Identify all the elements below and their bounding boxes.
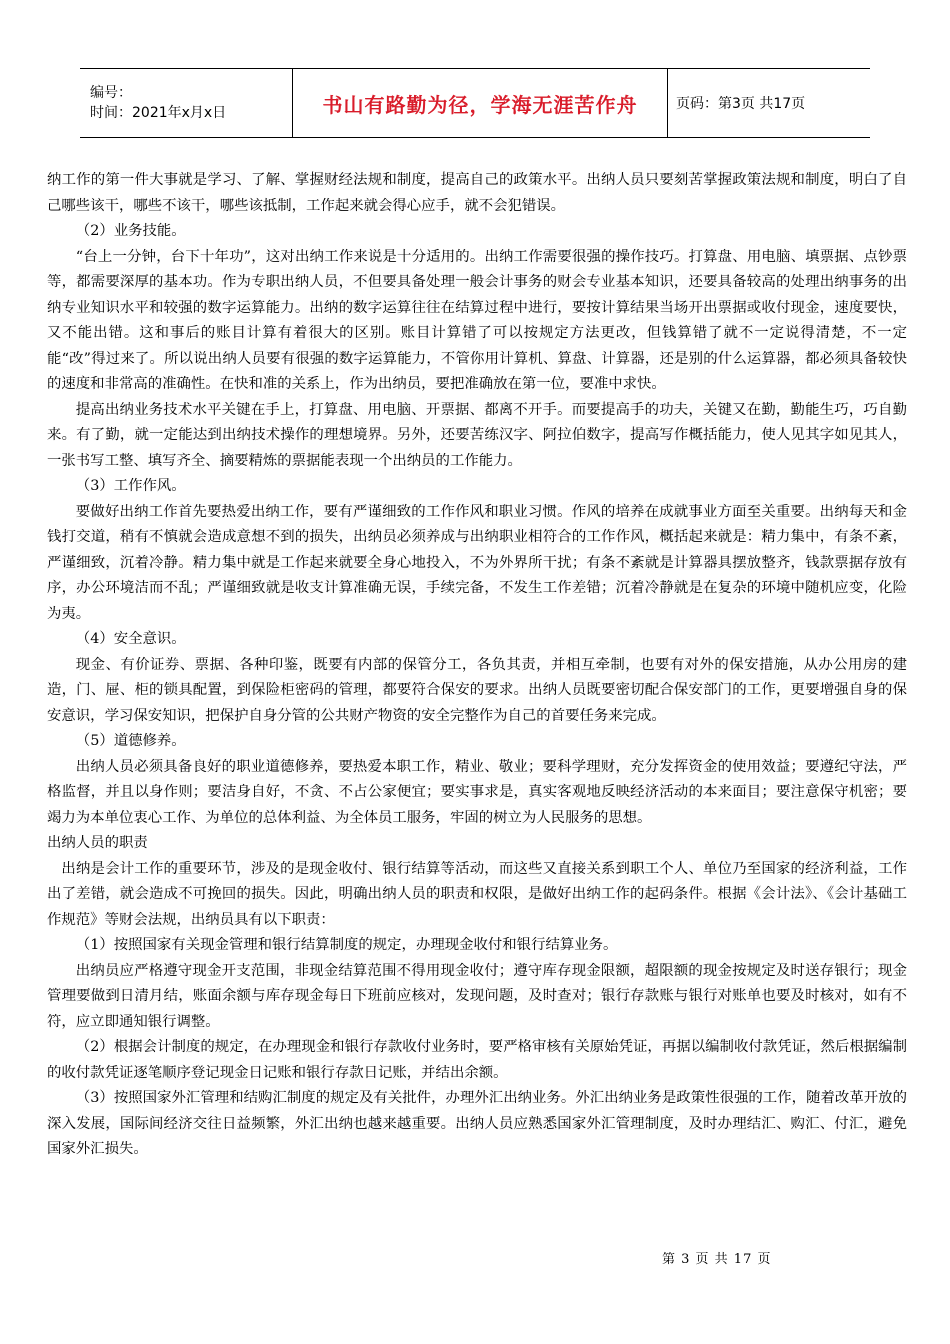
document-body — [47, 168, 907, 1163]
paragraph: 出纳员应严格遵守现金开支范围，非现金结算范围不得用现金收付；遵守库存现金限额，超限额的现金按规定及时送存银行；现金管理要做到日清月结，账面余额与库存现金每日下班前应核对，发现问题，及时查对；银行存款账与银行对账单也要及时核对，如有不符，应立即通知银行调整。 — [47, 962, 907, 1030]
paragraph: （2）根据会计制度的规定，在办理现金和银行存款收付业务时，要严格审核有关原始凭证，再据以编制收付款凭证，然后根据编制的收付款凭证逐笔顺序登记现金日记账和银行存款日记账，并结出余额。 — [47, 1039, 907, 1081]
paragraph: （3）工作作风。 — [75, 478, 186, 494]
paragraph: （2）业务技能。 — [75, 223, 186, 239]
paragraph: 要做好出纳工作首先要热爱出纳工作，要有严谨细致的工作作风和职业习惯。作风的培养在成就事业方面至关重要。出纳每天和金钱打交道，稍有不慎就会造成意想不到的损失，出纳员必须养成与出纳职业相符合的工作作风，概括起来就是：精力集中，有条不紊，严谨细致，沉着冷静。精力集中就是工作起来就要全身心地投入，不为外界所干扰；有条不紊就是计算器具摆放整齐，钱款票据存放有序，办公环境洁而不乱；严谨细致就是收支计算准确无误，手续完备，不发生工作差错；沉着冷静就是在复杂的环境中随机应变，化险为夷。 — [47, 503, 907, 622]
paragraph: “台上一分钟，台下十年功”，这对出纳工作来说是十分适用的。出纳工作需要很强的操作技巧。打算盘、用电脑、填票据、点钞票等，都需要深厚的基本功。作为专职出纳人员，不但要具备处理一般会计事务的财会专业基本知识，还要具备较高的处理出纳事务的出纳专业知识水平和较强的数字运算能力。出纳的数字运算往往在结算过程中进行，要按计算结果当场开出票据或收付现金，速度要快，又不能出错。这和事后的账目计算有着很大的区别。账目计算错了可以按规定方法更改，但钱算错了就不一定说得清楚，不一定能“改”得过来了。所以说出纳人员要有很强的数字运算能力，不管你用计算机、算盘、计算器，还是别的什么运算器，都必须具备较快的速度和非常高的准确性。在快和准的关系上，作为出纳员，要把准确放在第一位，要准中求快。 — [47, 248, 907, 392]
paragraph: 出纳人员的职责 — [47, 835, 148, 851]
paragraph: 提高出纳业务技术水平关键在手上，打算盘、用电脑、开票据、都离不开手。而要提高手的功夫，关键又在勤，勤能生巧，巧自勤来。有了勤，就一定能达到出纳技术操作的理想境界。另外，还要苦练汉字、阿拉伯数字，提高写作概括能力，使人见其字如见其人，一张书写工整、填写齐全、摘要精炼的票据能表现一个出纳员的工作能力。 — [47, 401, 907, 469]
paragraph: （1）按照国家有关现金管理和银行结算制度的规定，办理现金收付和银行结算业务。 — [75, 937, 618, 953]
page-label: 页码：第3页 共17页 — [676, 96, 806, 112]
header-table — [80, 68, 870, 138]
paragraph: 出纳是会计工作的重要环节，涉及的是现金收付、银行结算等活动，而这些又直接关系到职工个人、单位乃至国家的经济利益，工作出了差错，就会造成不可挽回的损失。因此，明确出纳人员的职责和权限，是做好出纳工作的起码条件。根据《会计法》、《会计基础工作规范》等财会法规，出纳员具有以下职责： — [47, 860, 907, 928]
paragraph: 纳工作的第一件大事就是学习、了解、掌握财经法规和制度，提高自己的政策水平。出纳人员只要刻苦掌握政策法规和制度，明白了自己哪些该干，哪些不该干，哪些该抵制，工作起来就会得心应手，就不会犯错误。 — [47, 172, 907, 214]
number-label: 编号： — [90, 85, 132, 101]
page-footer: 第 3 页 共 17 页 — [662, 1252, 772, 1267]
paragraph: （5）道德修养。 — [75, 733, 186, 749]
paragraph: 出纳人员必须具备良好的职业道德修养，要热爱本职工作，精业、敬业；要科学理财，充分发挥资金的使用效益；要遵纪守法，严格监督，并且以身作则；要洁身自好，不贪、不占公家便宜；要实事求是，真实客观地反映经济活动的本来面目；要注意保守机密；要竭力为本单位衷心工作、为单位的总体利益、为全体员工服务，牢固的树立为人民服务的思想。 — [47, 758, 907, 826]
header-left-cell — [80, 69, 293, 137]
motto: 书山有路勤为径，学海无涯苦作舟 — [322, 92, 638, 117]
date-label: 时间：2021年x月x日 — [90, 105, 227, 121]
header-middle-cell — [293, 69, 668, 137]
paragraph: （4）安全意识。 — [75, 631, 186, 647]
paragraph: 现金、有价证券、票据、各种印鉴，既要有内部的保管分工，各负其责，并相互牵制，也要有对外的保安措施，从办公用房的建造，门、屉、柜的锁具配置，到保险柜密码的管理，都要符合保安的要求。出纳人员既要密切配合保安部门的工作，更要增强自身的保安意识，学习保安知识，把保护自身分管的公共财产物资的安全完整作为自己的首要任务来完成。 — [47, 656, 907, 724]
header-right-cell — [668, 69, 870, 137]
paragraph: （3）按照国家外汇管理和结购汇制度的规定及有关批件，办理外汇出纳业务。外汇出纳业务是政策性很强的工作，随着改革开放的深入发展，国际间经济交往日益频繁，外汇出纳也越来越重要。出纳人员应熟悉国家外汇管理制度，及时办理结汇、购汇、付汇，避免国家外汇损失。 — [47, 1090, 907, 1157]
